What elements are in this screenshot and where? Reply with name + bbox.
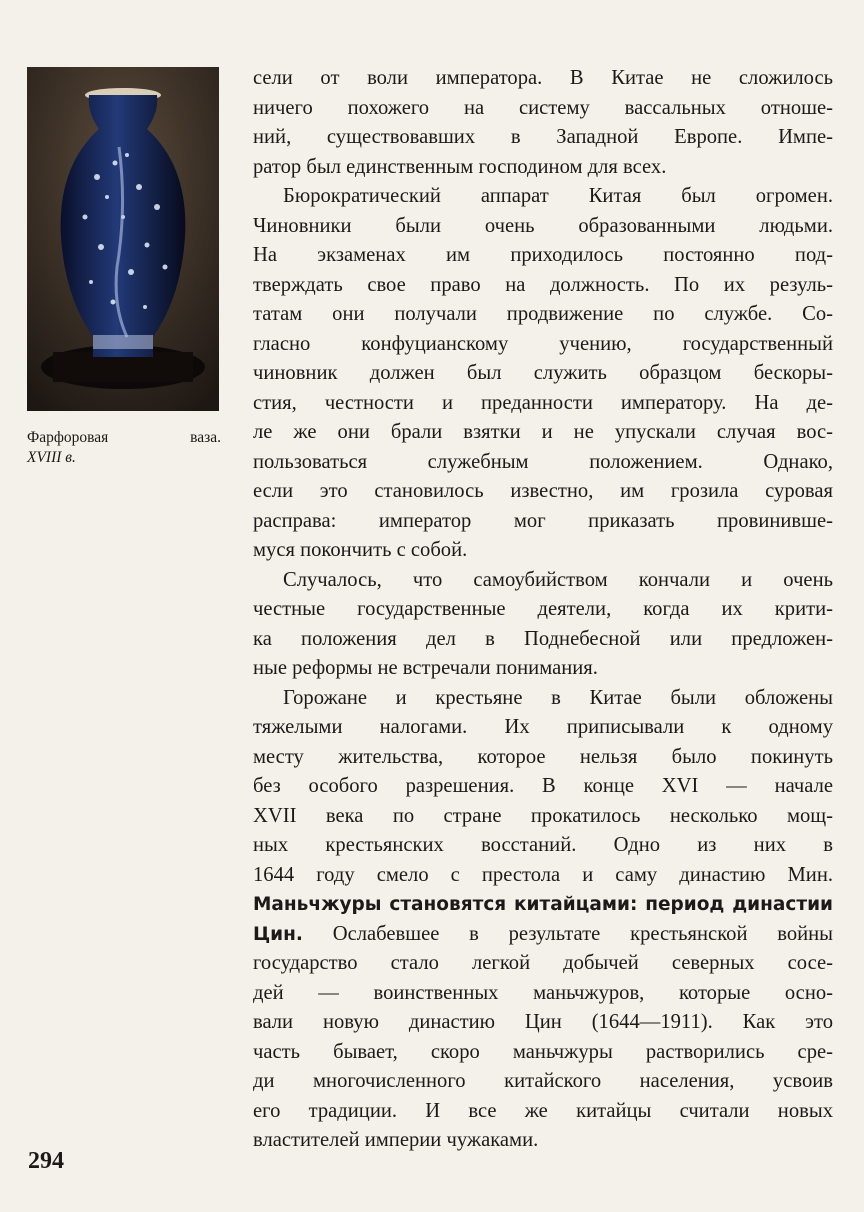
body-text [253,64,833,1156]
text-line: месту жительства, которое нельзя было покинуть [253,745,833,768]
page-number: 294 [28,1148,64,1174]
text-line: ные реформы не встречали понимания. [253,657,598,679]
caption-line [27,428,221,448]
text-line: Чиновники были очень образованными людьми. [253,214,833,237]
text-line: часть бывает, скоро маньчжуры растворились сре- [253,1040,833,1063]
text-line: тяжелыми налогами. Их приписывали к одному [253,716,833,738]
text-line: тверждать свое право на должность. По их резуль- [253,273,833,296]
porcelain-vase-image [27,67,219,411]
text-line: государство стало легкой добычей северных сосе- [253,952,833,974]
text-line: дей — воинственных маньчжуров, которые осно- [253,981,833,1004]
text-line: сели от воли императора. В Китае не сложилось [253,67,833,89]
text-fragment: Ослабевшее в результате крестьянской войны [332,922,833,945]
text-line: муся покончить с собой. [253,539,468,561]
text-line: его традиции. И все же китайцы считали новых [253,1099,833,1122]
text-line: стия, честности и преданности императору. На де- [253,391,833,414]
text-line: ных крестьянских восстаний. Одно из них в [253,834,833,856]
figure-caption [27,428,221,468]
text-line: татам они получали продвижение по службе. Со- [253,303,833,325]
caption-word: ваза. [190,429,221,446]
text-line: Горожане и крестьяне в Китае были обложены [283,686,833,709]
text-line: гласно конфуцианскому учению, государственный [253,332,833,355]
text-line: ний, существовавших в Западной Европе. Импе- [253,126,833,148]
text-line: расправа: император мог приказать провинивше- [253,509,833,532]
text-line: честные государственные деятели, когда их крити- [253,598,833,620]
section-heading: Маньчжуры становятся китайцами: период династии [253,894,833,915]
text-line: ди многочисленного китайского населения, усвоив [253,1070,833,1092]
text-line: чиновник должен был служить образцом бескоры- [253,362,833,384]
text-line: ратор был единственным господином для всех. [253,155,667,178]
text-line: без особого разрешения. В конце XVI — начале [253,775,833,797]
caption-word: Фарфоровая [27,429,109,446]
caption-century: XVIII в. [27,449,76,466]
text-line: XVII века по стране прокатилось несколько мощ- [253,804,833,827]
text-line: ле же они брали взятки и не упускали случая вос- [253,421,833,443]
text-line: пользоваться служебным положением. Однако, [253,450,833,473]
text-line: ка положения дел в Поднебесной или предложен- [253,627,833,650]
text-line: Случалось, что самоубийством кончали и очень [283,568,833,591]
vase-photo [27,67,219,411]
text-line: если это становилось известно, им грозила суровая [253,480,833,502]
text-line [253,920,833,950]
text-line: вали новую династию Цин (1644—1911). Как это [253,1011,833,1033]
text-line: ничего похожего на систему вассальных отноше- [253,96,833,119]
text-line: 1644 году смело с престола и саму династию Мин. [253,863,833,886]
section-heading-end: Цин. [253,923,303,945]
text-line: На экзаменах им приходилось постоянно под- [253,244,833,266]
text-line: властителей империи чужаками. [253,1129,539,1151]
text-line: Бюрократический аппарат Китая был огромен. [283,185,833,207]
